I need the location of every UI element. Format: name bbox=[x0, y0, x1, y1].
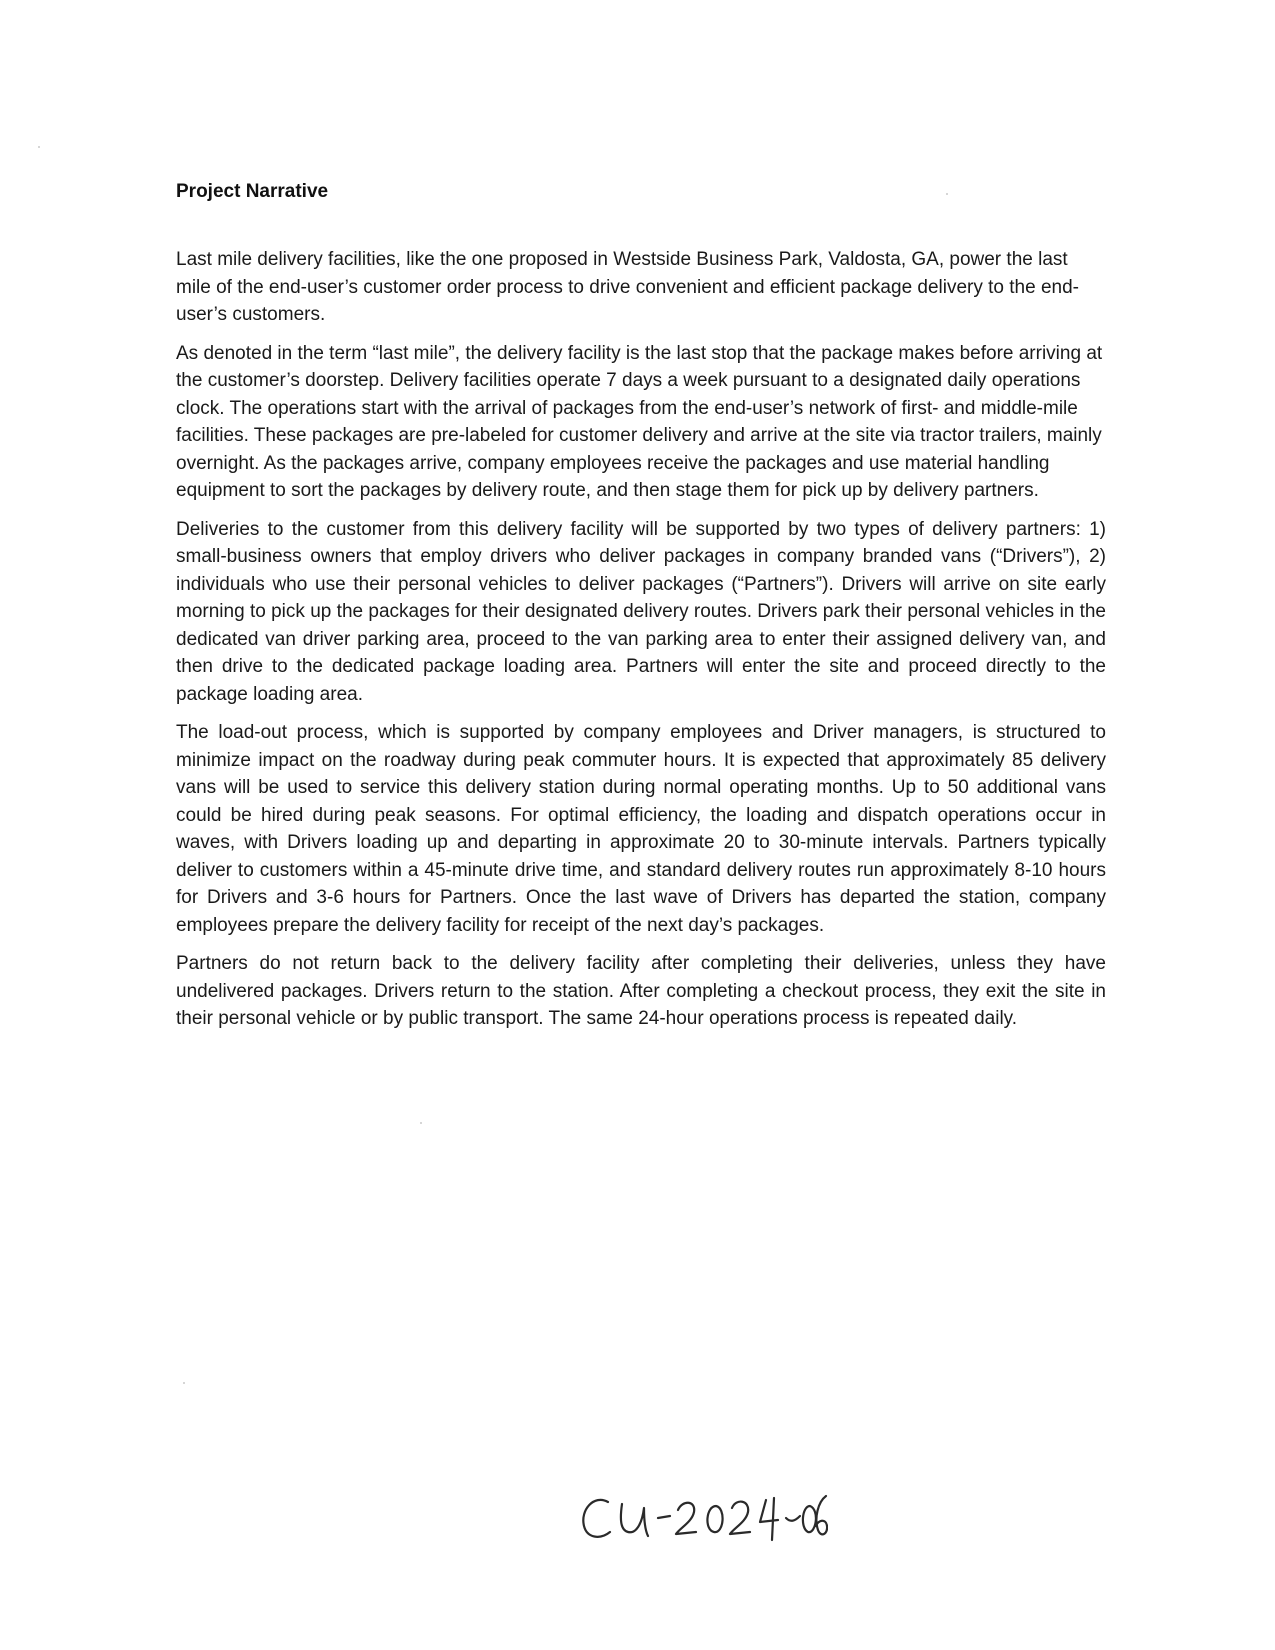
handwritten-case-number bbox=[578, 1488, 828, 1550]
document-body bbox=[176, 180, 1106, 1044]
paragraph-return: Partners do not return back to the delivery facility after completing their deliveries, unless they have undelivered packages. Drivers return to the station. After completing a checkout process, they exit the site in their personal vehicle or by public transport. The same 24-hour operations process is repeated daily. bbox=[176, 953, 1106, 1029]
scan-speck bbox=[183, 1382, 185, 1384]
paragraph-intro: Last mile delivery facilities, like the one proposed in Westside Business Park, Valdosta, GA, power the last mile of the end-user’s customer order process to drive convenient and efficient package delivery to the end-user’s customers. bbox=[176, 249, 1080, 325]
paragraph-last-mile: As denoted in the term “last mile”, the delivery facility is the last stop that the package makes before arriving at the customer’s doorstep. Delivery facilities operate 7 days a week pursuant to a designated daily operations clock. The operations start with the arrival of packages from the end-user’s network of first- and middle-mile facilities. These packages are pre-labeled for customer delivery and arrive at the site via tractor trailers, mainly overnight. As the packages arrive, company employees receive the packages and use material handling equipment to sort the packages by delivery route, and then stage them for pick up by delivery partners. bbox=[176, 342, 1103, 501]
scan-speck bbox=[420, 1122, 422, 1124]
scan-speck bbox=[38, 146, 40, 148]
paragraph-delivery-partners: Deliveries to the customer from this delivery facility will be supported by two types of delivery partners: 1) small-business owners that employ drivers who deliver packages in company branded vans (“Drivers”), 2) individuals who use their personal vehicles to deliver packages (“Partners”). Drivers will arrive on site early morning to pick up the packages for their designated delivery routes. Drivers park their personal vehicles in the dedicated van driver parking area, proceed to the van parking area to enter their assigned delivery van, and then drive to the dedicated package loading area. Partners will enter the site and proceed directly to the package loading area. bbox=[176, 518, 1106, 705]
document-heading: Project Narrative bbox=[176, 181, 329, 202]
paragraph-load-out: The load-out process, which is supported by company employees and Driver managers, is structured to minimize impact on the roadway during peak commuter hours. It is expected that approximately 85 delivery vans will be used to service this delivery station during normal operating months. Up to 50 additional vans could be hired during peak seasons. For optimal efficiency, the loading and dispatch operations occur in waves, with Drivers loading up and departing in approximate 20 to 30-minute intervals. Partners typically deliver to customers within a 45-minute drive time, and standard delivery routes run approximately 8-10 hours for Drivers and 3-6 hours for Partners. Once the last wave of Drivers has departed the station, company employees prepare the delivery facility for receipt of the next day’s packages. bbox=[176, 722, 1106, 936]
